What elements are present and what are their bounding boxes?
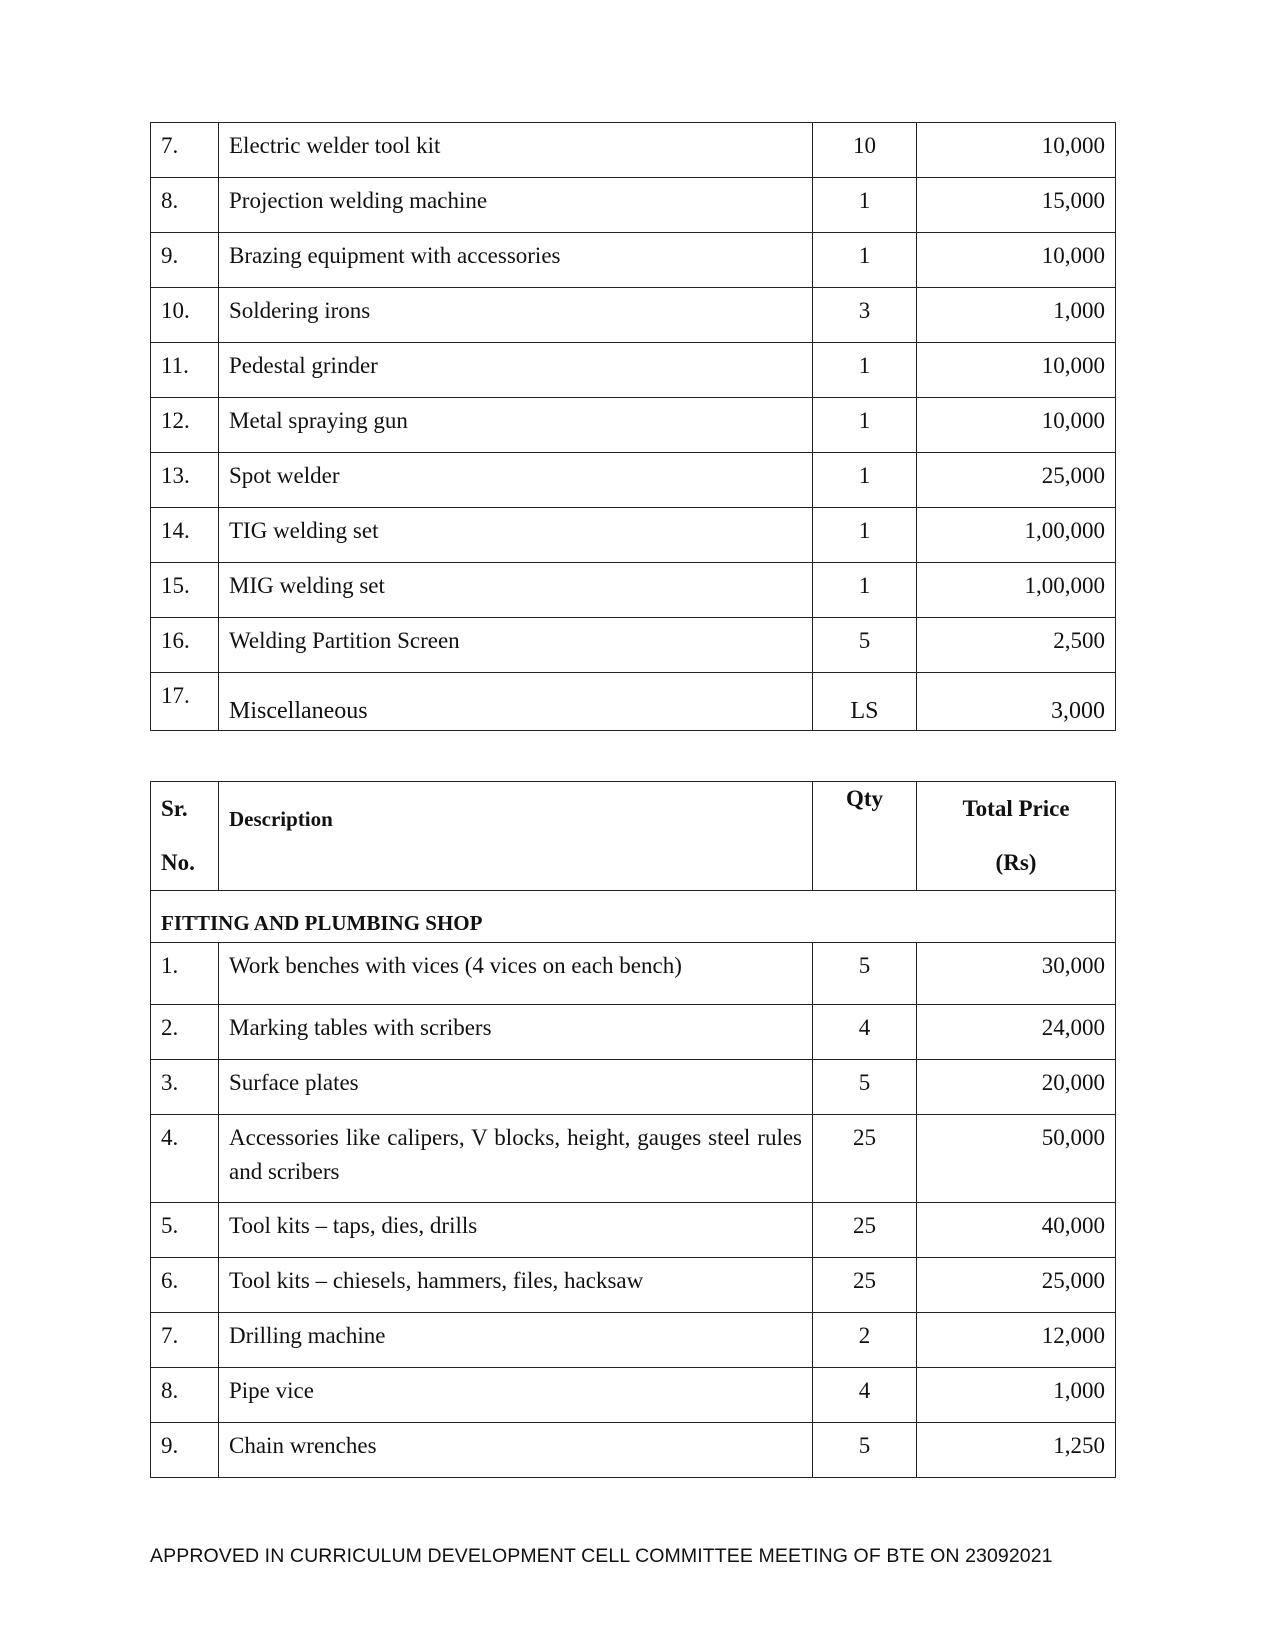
qty-cell: 5 bbox=[813, 618, 917, 673]
price-cell: 10,000 bbox=[917, 343, 1116, 398]
section-row bbox=[151, 891, 1116, 943]
price-cell: 10,000 bbox=[917, 123, 1116, 178]
equipment-table-fitting-plumbing bbox=[150, 781, 1116, 1478]
description-cell: Drilling machine bbox=[219, 1313, 813, 1368]
table-row bbox=[151, 508, 1116, 563]
description-cell: Pipe vice bbox=[219, 1368, 813, 1423]
price-cell: 10,000 bbox=[917, 398, 1116, 453]
sr-no-cell: 9. bbox=[151, 1423, 219, 1478]
qty-cell: 1 bbox=[813, 508, 917, 563]
header-total-price bbox=[917, 782, 1116, 891]
table-row bbox=[151, 1258, 1116, 1313]
table-row bbox=[151, 288, 1116, 343]
table-row bbox=[151, 1423, 1116, 1478]
description-cell: Soldering irons bbox=[219, 288, 813, 343]
price-cell: 1,250 bbox=[917, 1423, 1116, 1478]
price-cell: 10,000 bbox=[917, 233, 1116, 288]
qty-cell: 1 bbox=[813, 398, 917, 453]
header-sr-no bbox=[151, 782, 219, 891]
table-row bbox=[151, 673, 1116, 731]
sr-no-cell: 8. bbox=[151, 1368, 219, 1423]
price-cell: 30,000 bbox=[917, 943, 1116, 1005]
table-row bbox=[151, 1203, 1116, 1258]
header-price-line2: (Rs) bbox=[995, 850, 1037, 875]
description-cell: Marking tables with scribers bbox=[219, 1005, 813, 1060]
description-cell: Spot welder bbox=[219, 453, 813, 508]
sr-no-cell: 11. bbox=[151, 343, 219, 398]
sr-no-cell: 2. bbox=[151, 1005, 219, 1060]
header-description: Description bbox=[219, 782, 813, 891]
sr-no-cell: 6. bbox=[151, 1258, 219, 1313]
table-row bbox=[151, 178, 1116, 233]
price-cell: 12,000 bbox=[917, 1313, 1116, 1368]
description-cell: Metal spraying gun bbox=[219, 398, 813, 453]
sr-no-cell: 12. bbox=[151, 398, 219, 453]
table-row bbox=[151, 1313, 1116, 1368]
qty-cell: 25 bbox=[813, 1115, 917, 1203]
description-cell: Electric welder tool kit bbox=[219, 123, 813, 178]
sr-no-cell: 10. bbox=[151, 288, 219, 343]
header-sr-line1: Sr. bbox=[161, 796, 188, 821]
qty-cell: 5 bbox=[813, 1060, 917, 1115]
sr-no-cell: 16. bbox=[151, 618, 219, 673]
qty-cell: 1 bbox=[813, 343, 917, 398]
qty-cell: 10 bbox=[813, 123, 917, 178]
table-row bbox=[151, 563, 1116, 618]
price-cell: 1,00,000 bbox=[917, 563, 1116, 618]
sr-no-cell: 7. bbox=[151, 123, 219, 178]
header-price-line1: Total Price bbox=[962, 796, 1070, 821]
table-row bbox=[151, 453, 1116, 508]
footer-approval-note: APPROVED IN CURRICULUM DEVELOPMENT CELL COMMITTEE MEETING OF BTE ON 23092021 bbox=[150, 1545, 1053, 1567]
table-header-row bbox=[151, 782, 1116, 891]
table-row bbox=[151, 618, 1116, 673]
price-cell: 40,000 bbox=[917, 1203, 1116, 1258]
price-cell: 1,000 bbox=[917, 288, 1116, 343]
qty-cell: 2 bbox=[813, 1313, 917, 1368]
header-sr-line2: No. bbox=[161, 850, 195, 875]
table-row bbox=[151, 398, 1116, 453]
price-cell: 3,000 bbox=[917, 673, 1116, 731]
qty-cell: LS bbox=[813, 673, 917, 731]
price-cell: 20,000 bbox=[917, 1060, 1116, 1115]
price-cell: 24,000 bbox=[917, 1005, 1116, 1060]
sr-no-cell: 4. bbox=[151, 1115, 219, 1203]
description-cell: Miscellaneous bbox=[219, 673, 813, 731]
sr-no-cell: 15. bbox=[151, 563, 219, 618]
qty-cell: 1 bbox=[813, 453, 917, 508]
sr-no-cell: 13. bbox=[151, 453, 219, 508]
table-row bbox=[151, 123, 1116, 178]
qty-cell: 4 bbox=[813, 1005, 917, 1060]
qty-cell: 1 bbox=[813, 563, 917, 618]
table-row bbox=[151, 1368, 1116, 1423]
qty-cell: 4 bbox=[813, 1368, 917, 1423]
table-row bbox=[151, 1115, 1116, 1203]
price-cell: 2,500 bbox=[917, 618, 1116, 673]
price-cell: 1,00,000 bbox=[917, 508, 1116, 563]
sr-no-cell: 17. bbox=[151, 673, 219, 731]
description-cell: MIG welding set bbox=[219, 563, 813, 618]
sr-no-cell: 8. bbox=[151, 178, 219, 233]
table-row bbox=[151, 343, 1116, 398]
description-cell: Brazing equipment with accessories bbox=[219, 233, 813, 288]
table-row bbox=[151, 943, 1116, 1005]
qty-cell: 5 bbox=[813, 943, 917, 1005]
price-cell: 25,000 bbox=[917, 1258, 1116, 1313]
description-cell: Tool kits – taps, dies, drills bbox=[219, 1203, 813, 1258]
description-cell: Projection welding machine bbox=[219, 178, 813, 233]
description-cell: TIG welding set bbox=[219, 508, 813, 563]
sr-no-cell: 9. bbox=[151, 233, 219, 288]
section-title: FITTING AND PLUMBING SHOP bbox=[151, 891, 1116, 943]
qty-cell: 1 bbox=[813, 233, 917, 288]
description-cell: Accessories like calipers, V blocks, height, gauges steel rules and scribers bbox=[219, 1115, 813, 1203]
sr-no-cell: 7. bbox=[151, 1313, 219, 1368]
sr-no-cell: 14. bbox=[151, 508, 219, 563]
price-cell: 15,000 bbox=[917, 178, 1116, 233]
qty-cell: 25 bbox=[813, 1258, 917, 1313]
description-cell: Surface plates bbox=[219, 1060, 813, 1115]
price-cell: 1,000 bbox=[917, 1368, 1116, 1423]
table-row bbox=[151, 1005, 1116, 1060]
description-cell: Tool kits – chiesels, hammers, files, hacksaw bbox=[219, 1258, 813, 1313]
description-cell: Chain wrenches bbox=[219, 1423, 813, 1478]
description-cell: Welding Partition Screen bbox=[219, 618, 813, 673]
header-qty: Qty bbox=[813, 782, 917, 891]
price-cell: 50,000 bbox=[917, 1115, 1116, 1203]
price-cell: 25,000 bbox=[917, 453, 1116, 508]
description-cell: Pedestal grinder bbox=[219, 343, 813, 398]
sr-no-cell: 3. bbox=[151, 1060, 219, 1115]
sr-no-cell: 1. bbox=[151, 943, 219, 1005]
sr-no-cell: 5. bbox=[151, 1203, 219, 1258]
table-row bbox=[151, 233, 1116, 288]
qty-cell: 3 bbox=[813, 288, 917, 343]
qty-cell: 1 bbox=[813, 178, 917, 233]
equipment-table-welding bbox=[150, 122, 1116, 731]
qty-cell: 25 bbox=[813, 1203, 917, 1258]
table-row bbox=[151, 1060, 1116, 1115]
qty-cell: 5 bbox=[813, 1423, 917, 1478]
description-cell: Work benches with vices (4 vices on each bench) bbox=[219, 943, 813, 1005]
